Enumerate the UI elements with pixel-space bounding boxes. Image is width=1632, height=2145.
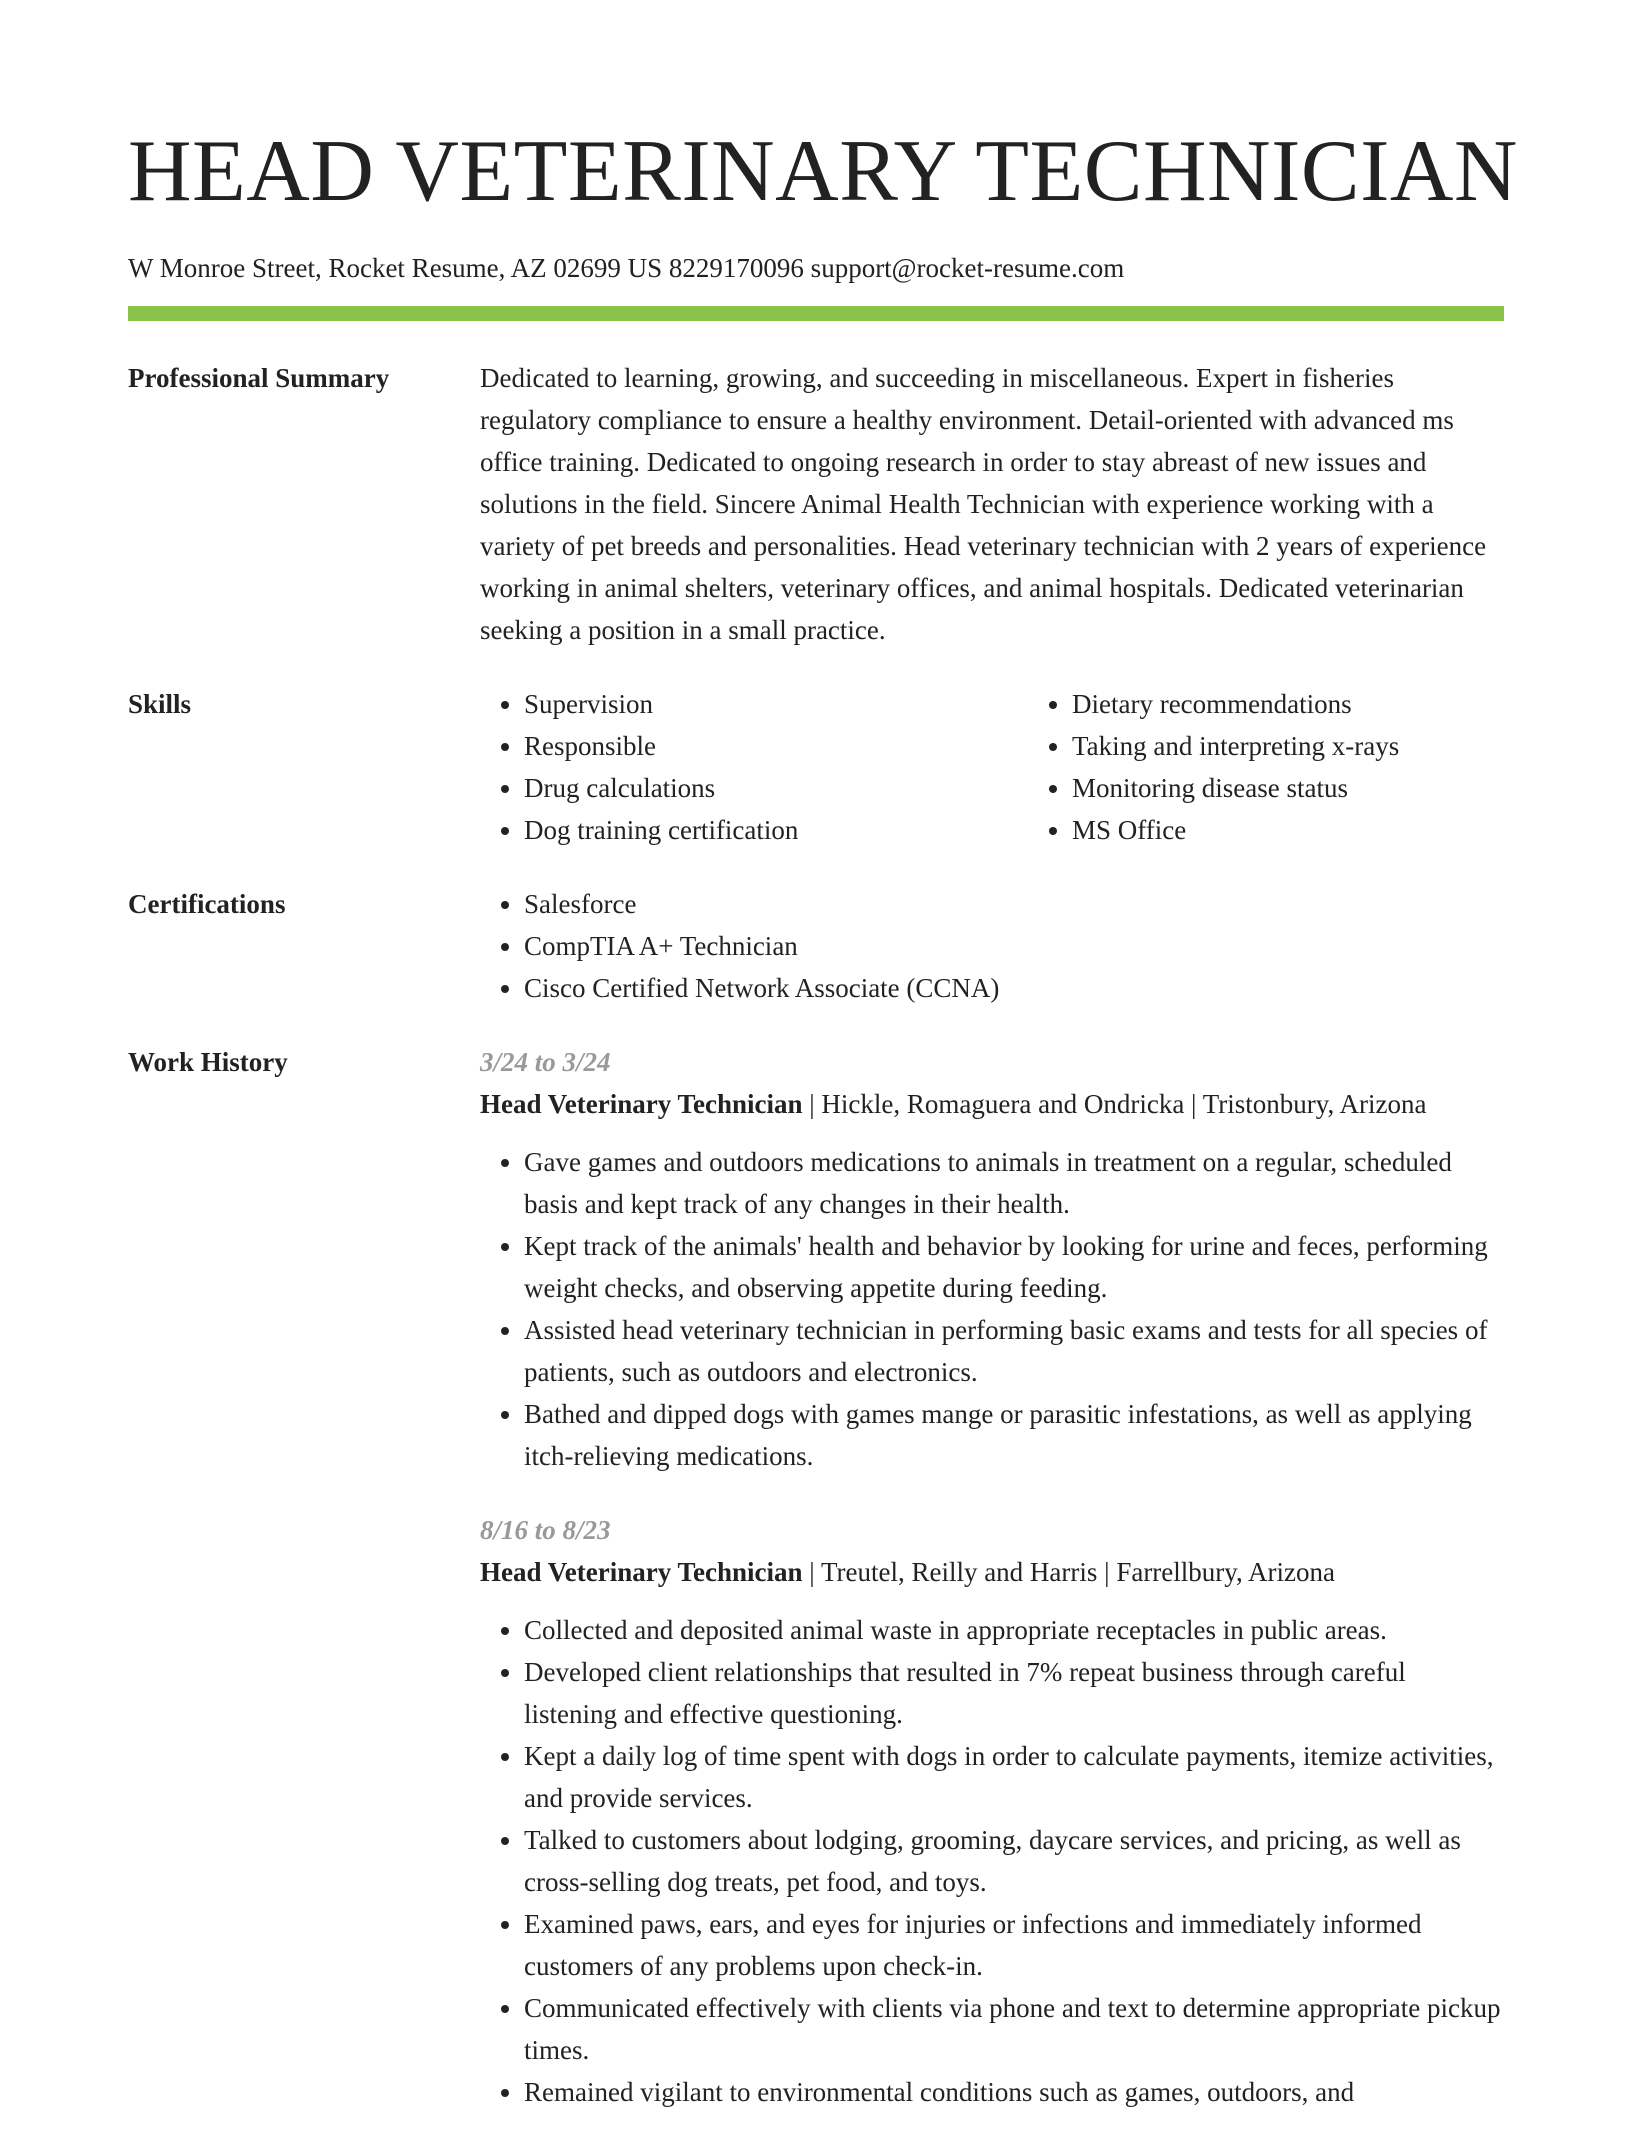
- section-body-work-history: [480, 1041, 1504, 2113]
- skill-item: • Dietary recommendations: [1072, 683, 1399, 725]
- job-bullet: • Bathed and dipped dogs with games mange or parasitic infestations, as well as applying itch-relieving medications.: [524, 1393, 1504, 1477]
- contact-info: W Monroe Street, Rocket Resume, AZ 02699 US 8229170096 support@rocket-resume.com: [128, 253, 1125, 283]
- resume-page: [128, 0, 1518, 2145]
- section-title-work-history: Work History: [128, 1047, 288, 1077]
- job-bullet: • Assisted head veterinary technician in performing basic exams and tests for all species of patients, such as outdoors and electronics.: [524, 1309, 1504, 1393]
- section-professional-summary: [128, 357, 1504, 651]
- certification-item: • Cisco Certified Network Associate (CCNA): [524, 967, 1504, 1009]
- resume-name: HEAD VETERINARY TECHNICIAN: [128, 123, 1518, 220]
- job-employer-location: | Hickle, Romaguera and Ondricka | Tristonbury, Arizona: [802, 1089, 1427, 1119]
- skill-item: • Supervision: [524, 683, 1028, 725]
- job-title-line: [480, 1551, 1504, 1593]
- job-bullet: • Communicated effectively with clients via phone and text to determine appropriate pickup times.: [524, 1987, 1504, 2071]
- skills-list-right: [1028, 683, 1399, 851]
- skill-item: • Monitoring disease status: [1072, 767, 1399, 809]
- certification-item: • CompTIA A+ Technician: [524, 925, 1504, 967]
- section-skills: [128, 683, 1504, 851]
- skill-item: • MS Office: [1072, 809, 1399, 851]
- job-employer-location: | Treutel, Reilly and Harris | Farrellbury, Arizona: [802, 1557, 1335, 1587]
- header-accent-rule: [128, 306, 1504, 321]
- job-bullet: • Kept track of the animals' health and behavior by looking for urine and feces, performing weight checks, and observing appetite during feeding.: [524, 1225, 1504, 1309]
- skill-item: • Taking and interpreting x-rays: [1072, 725, 1399, 767]
- job-dates: 3/24 to 3/24: [480, 1047, 611, 1077]
- skills-grid: [480, 683, 1504, 851]
- job-bullet: • Kept a daily log of time spent with dogs in order to calculate payments, itemize activities, and provide services.: [524, 1735, 1504, 1819]
- skills-list-left: [480, 683, 1028, 851]
- job-entry: [480, 1041, 1504, 1477]
- section-title-certifications: Certifications: [128, 889, 286, 919]
- job-bullet: • Developed client relationships that resulted in 7% repeat business through careful listening and effective questioning.: [524, 1651, 1504, 1735]
- job-title-line: [480, 1083, 1504, 1125]
- job-dates: 8/16 to 8/23: [480, 1515, 611, 1545]
- job-role: Head Veterinary Technician: [480, 1089, 803, 1119]
- skill-item: • Dog training certification: [524, 809, 1028, 851]
- skill-item: • Drug calculations: [524, 767, 1028, 809]
- section-body-summary: [480, 357, 1504, 651]
- job-bullet: • Remained vigilant to environmental conditions such as games, outdoors, and: [524, 2071, 1504, 2113]
- section-title-summary: Professional Summary: [128, 363, 390, 393]
- job-bullet: • Gave games and outdoors medications to animals in treatment on a regular, scheduled basis and kept track of any changes in their health.: [524, 1141, 1504, 1225]
- resume-sections: [128, 357, 1504, 2113]
- certification-item: • Salesforce: [524, 883, 1504, 925]
- job-bullets: [480, 1141, 1504, 1477]
- section-title-skills: Skills: [128, 689, 192, 719]
- section-work-history: [128, 1041, 1504, 2113]
- job-role: Head Veterinary Technician: [480, 1557, 803, 1587]
- job-bullet: • Collected and deposited animal waste in appropriate receptacles in public areas.: [524, 1609, 1504, 1651]
- job-bullet: • Examined paws, ears, and eyes for injuries or infections and immediately informed customers of any problems upon check-in.: [524, 1903, 1504, 1987]
- job-entry: [480, 1509, 1504, 2113]
- certifications-list: [480, 883, 1504, 1009]
- section-body-certifications: [480, 883, 1504, 1009]
- summary-text: Dedicated to learning, growing, and succeeding in miscellaneous. Expert in fisheries regulatory compliance to ensure a healthy environment. Detail-oriented with advanced ms office training. Dedicated to ongoing research in order to stay abreast of new issues and solutions in the field. Sincere Animal Health Technician with experience working with a variety of pet breeds and personalities. Head veterinary technician with 2 years of experience working in animal shelters, veterinary offices, and animal hospitals. Dedicated veterinarian seeking a position in a small practice.: [480, 363, 1487, 645]
- section-certifications: [128, 883, 1504, 1009]
- skill-item: • Responsible: [524, 725, 1028, 767]
- job-bullets: [480, 1609, 1504, 2113]
- job-bullet: • Talked to customers about lodging, grooming, daycare services, and pricing, as well as cross-selling dog treats, pet food, and toys.: [524, 1819, 1504, 1903]
